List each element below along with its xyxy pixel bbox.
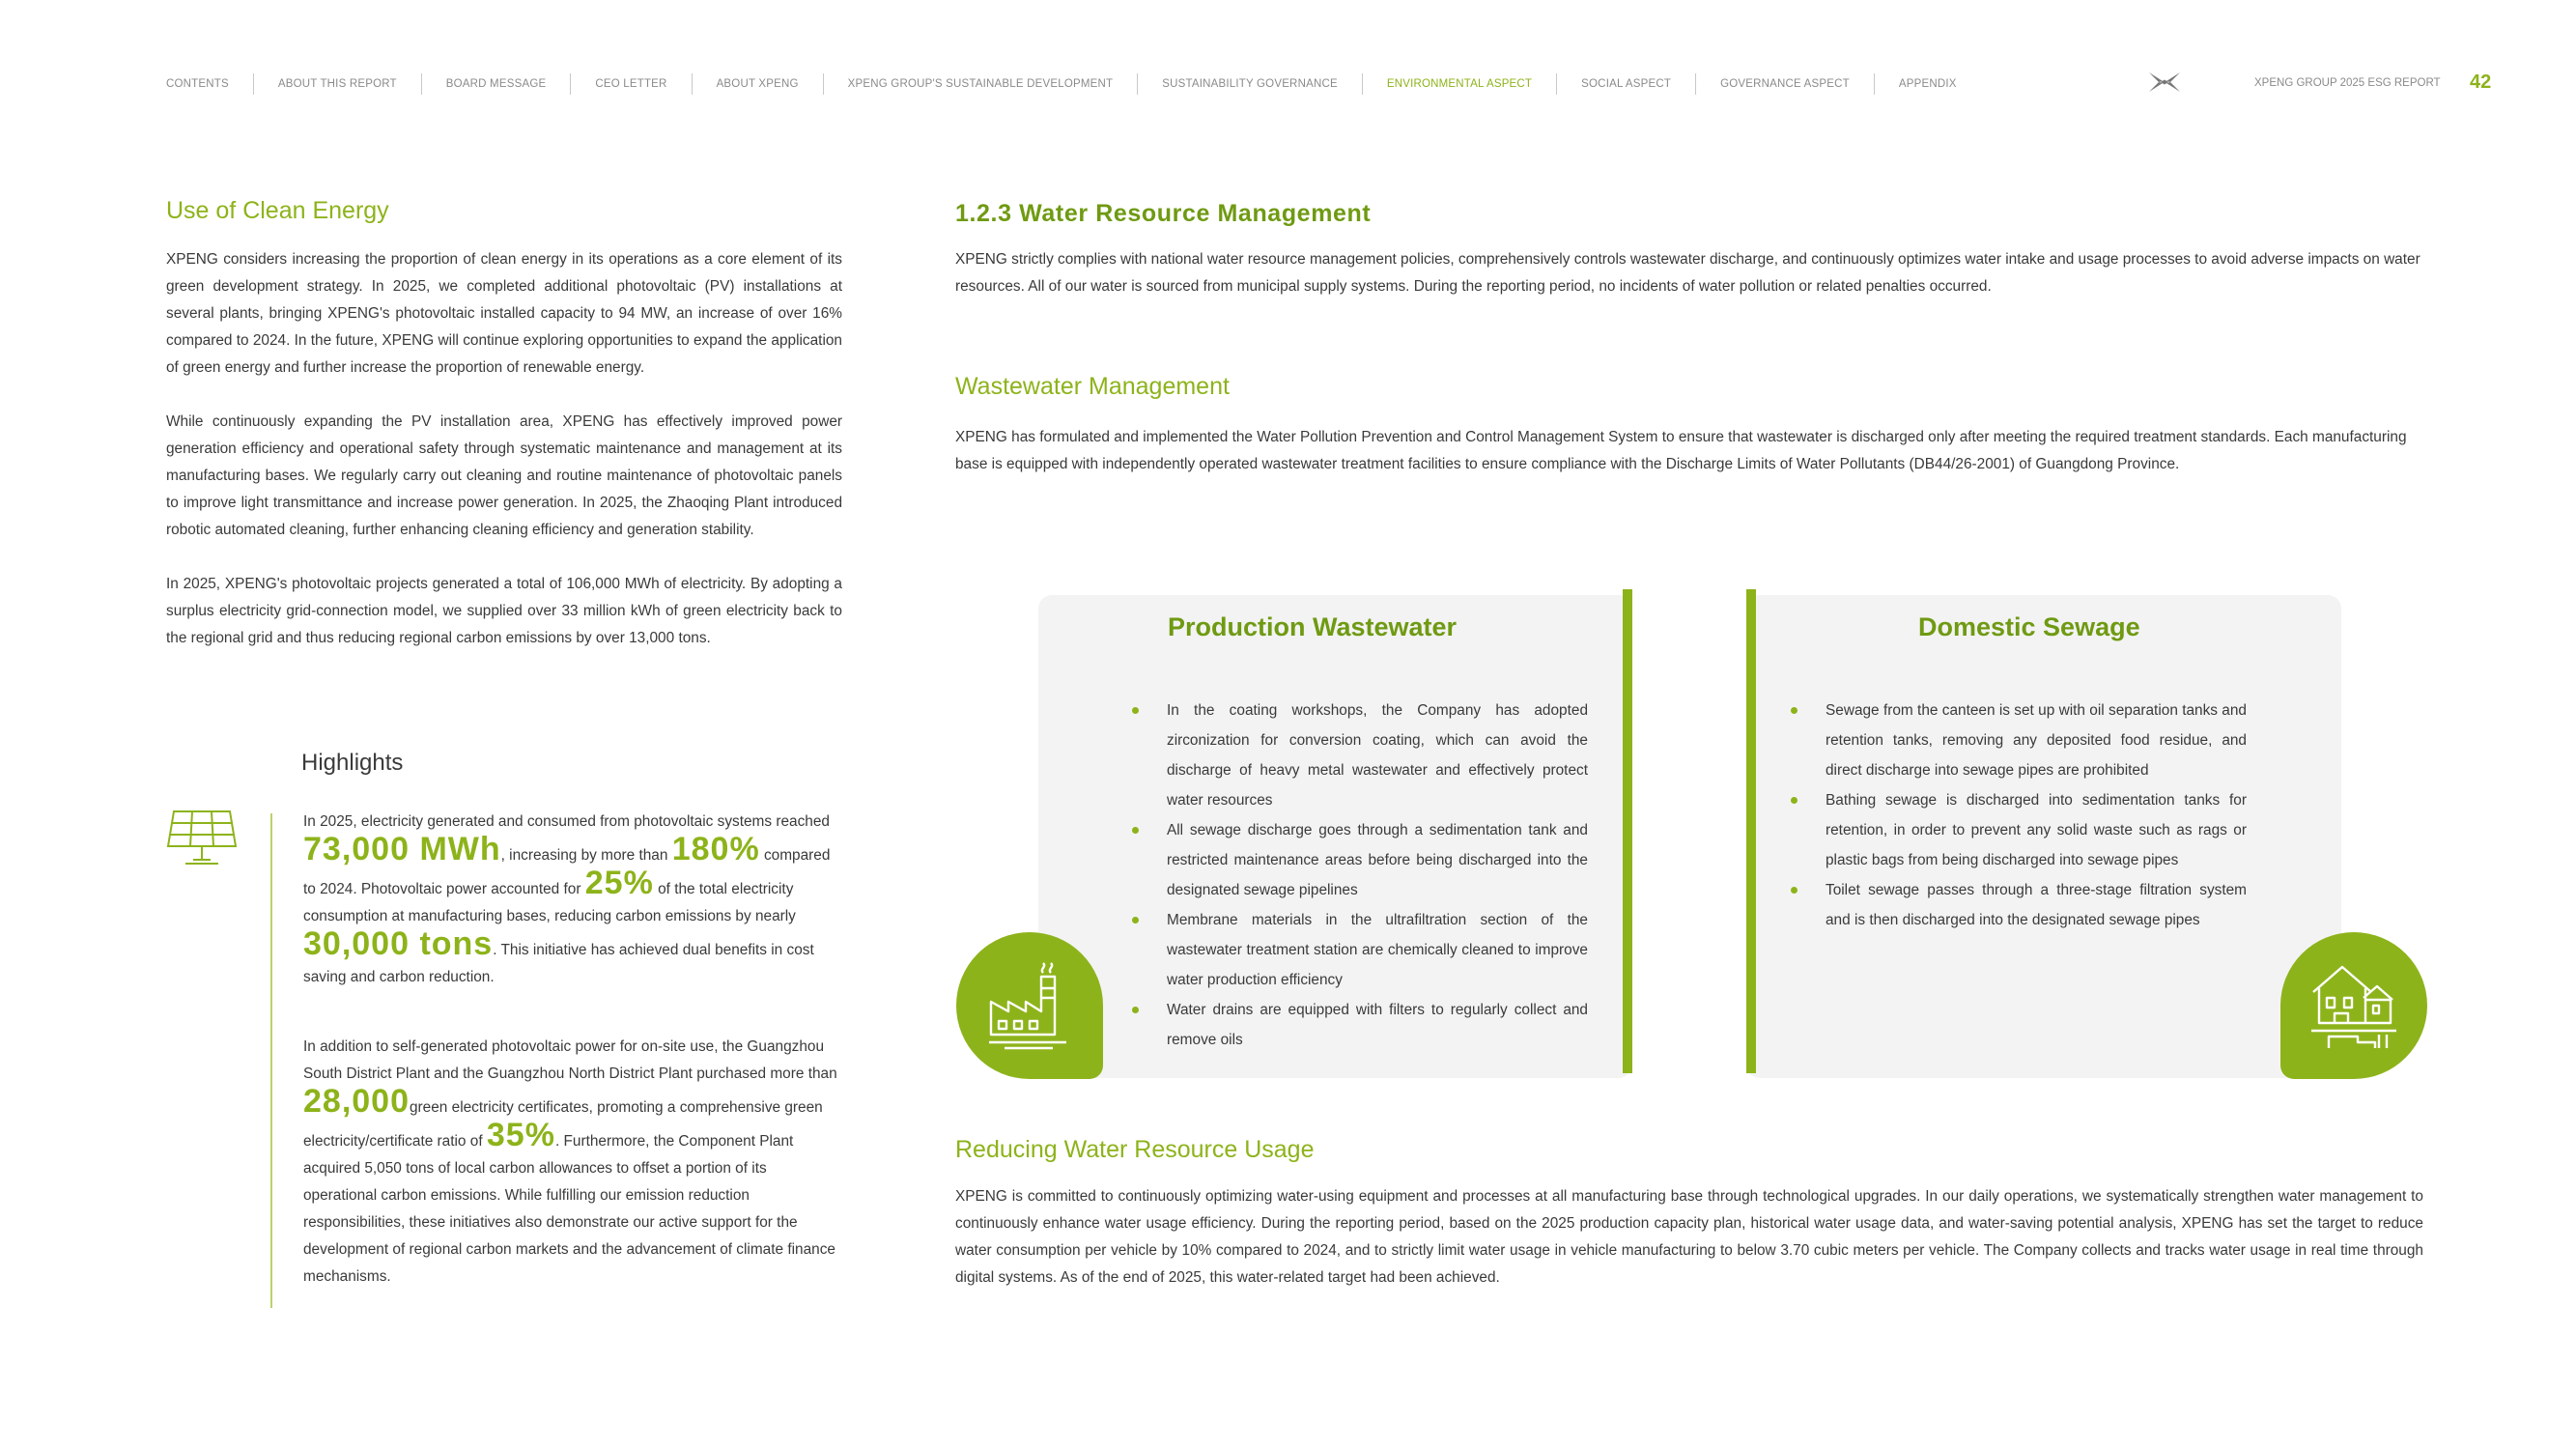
nav-divider [823, 73, 824, 95]
list-item [1826, 875, 2247, 935]
highlight-text: In 2025, electricity generated and consumed from photovoltaic systems reached [303, 813, 830, 830]
highlight-value-mwh: 73,000 MWh [303, 831, 501, 867]
clean-energy-paragraph-1: XPENG considers increasing the proportion of clean energy in its operations as a core element of its green development strategy. In 2025, we completed additional photovoltaic (PV) installations at several plants, bringing XPENG's photovoltaic installed capacity to 94 MW, an increase of over 16% compared to 2024. In the future, XPENG will continue exploring opportunities to expand the application of green energy and further increase the proportion of renewable energy. [166, 251, 842, 376]
factory-icon [985, 959, 1074, 1052]
nav-divider [1556, 73, 1557, 95]
nav-divider [1695, 73, 1696, 95]
list-item-text: All sewage discharge goes through a sedimentation tank and restricted maintenance areas before being discharged into the designated sewage pipelines [1167, 822, 1588, 898]
list-item-text: Sewage from the canteen is set up with oil separation tanks and retention tanks, removing any deposited food residue, and direct discharge into sewage pipes are prohibited [1826, 702, 2247, 779]
domestic-sewage-title: Domestic Sewage [1918, 612, 2140, 641]
factory-icon-badge [956, 932, 1103, 1079]
highlight-value-tons: 30,000 tons [303, 925, 494, 962]
production-wastewater-title: Production Wastewater [1168, 612, 1458, 641]
reducing-water-usage-text: XPENG is committed to continuously optimizing water-using equipment and processes at all manufacturing base through technological upgrades. In our daily operations, we systematically strengthen water management to continuously enhance water usage efficiency. During the reporting period, based on the 2025 production capacity plan, historical water usage data, and water-saving potential analysis, XPENG has set the target to reduce water consumption per vehicle by 10% compared to 2024, and to strictly limit water usage in vehicle manufacturing to below 3.70 cubic meters per vehicle. The Company collects and tracks water usage in real time through digital systems. As of the end of 2025, this water-related target had been achieved. [955, 1188, 2423, 1286]
water-management-section-title: 1.2.3 Water Resource Management [955, 200, 1372, 227]
nav-divider [253, 73, 254, 95]
highlight-text: . Furthermore, the Component Plant acquired 5,050 tons of local carbon allowances to offset a portion of its operational carbon emissions. While fulfilling our emission reduction responsibilities, these initiatives also demonstrate our active support for the development of regional carbon markets and the advancement of climate finance mechanisms. [303, 1133, 835, 1285]
reducing-water-usage-heading: Reducing Water Resource Usage [955, 1136, 1315, 1163]
nav-divider [570, 73, 571, 95]
nav-appendix[interactable]: APPENDIX [1898, 78, 1957, 90]
house-icon [2309, 959, 2398, 1052]
clean-energy-heading: Use of Clean Energy [166, 197, 389, 224]
highlight-green-certificates [303, 1034, 844, 1291]
solar-panel-icon [164, 808, 240, 869]
domestic-sewage-list [1826, 696, 2247, 935]
highlight-value-certificates: 28,000 [303, 1083, 410, 1120]
list-item [1826, 696, 2247, 785]
highlights-title: Highlights [301, 750, 404, 776]
list-item [1167, 696, 1588, 815]
nav-divider [1137, 73, 1138, 95]
list-item [1167, 995, 1588, 1055]
list-item-text: Toilet sewage passes through a three-stage filtration system and is then discharged into the designated sewage pipes [1826, 882, 2247, 928]
list-item [1167, 905, 1588, 995]
domestic-card-accent-bar [1746, 589, 1756, 1073]
nav-about-xpeng[interactable]: ABOUT XPENG [716, 78, 799, 90]
bullet-dot [1132, 1007, 1139, 1013]
water-management-intro: XPENG strictly complies with national water resource management policies, comprehensively controls wastewater discharge, and continuously optimizes water intake and usage processes to avoid adverse impacts on water resources. All of our water is sourced from municipal supply systems. During the reporting period, no incidents of water pollution or related penalties occurred. [955, 251, 2420, 295]
list-item-text: Bathing sewage is discharged into sedimentation tanks for retention, in order to prevent any solid waste such as rags or plastic bags from being discharged into sewage pipes [1826, 792, 2247, 868]
clean-energy-text [166, 246, 842, 652]
bullet-dot [1132, 827, 1139, 834]
list-item [1167, 815, 1588, 905]
highlight-text: , increasing by more than [500, 847, 672, 864]
nav-sustainability-governance[interactable]: SUSTAINABILITY GOVERNANCE [1162, 78, 1338, 90]
nav-divider [1362, 73, 1363, 95]
highlight-value-share: 25% [584, 865, 654, 901]
wastewater-management-heading: Wastewater Management [955, 373, 1230, 400]
report-name: XPENG GROUP 2025 ESG REPORT [2254, 77, 2441, 89]
highlight-value-increase: 180% [671, 831, 760, 867]
bullet-dot [1791, 797, 1798, 804]
nav-governance-aspect[interactable]: GOVERNANCE ASPECT [1720, 78, 1850, 90]
clean-energy-paragraph-3: In 2025, XPENG's photovoltaic projects generated a total of 106,000 MWh of electricity. By adopting a surplus electricity grid-connection model, we supplied over 33 million kWh of green electricity back to the regional grid and thus reducing regional carbon emissions by over 13,000 tons. [166, 576, 842, 646]
list-item-text: Membrane materials in the ultrafiltration section of the wastewater treatment station are chemically cleaned to improve water production efficiency [1167, 912, 1588, 988]
nav-contents[interactable]: CONTENTS [166, 78, 229, 90]
highlight-text: of the total electricity consumption at manufacturing bases, reducing carbon emissions by nearly [303, 881, 796, 924]
highlights-divider-line [270, 813, 272, 1308]
nav-sustainable-development[interactable]: XPENG GROUP'S SUSTAINABLE DEVELOPMENT [847, 78, 1114, 90]
xpeng-logo-icon [2148, 71, 2181, 94]
production-card-accent-bar [1623, 589, 1632, 1073]
nav-board-message[interactable]: BOARD MESSAGE [445, 78, 547, 90]
bullet-dot [1791, 707, 1798, 714]
clean-energy-paragraph-2: While continuously expanding the PV installation area, XPENG has effectively improved power generation efficiency and operational safety through systematic maintenance and management at its manufacturing bases. We regularly carry out cleaning and routine maintenance of photovoltaic panels to improve light transmittance and increase power generation. In 2025, the Zhaoqing Plant introduced robotic automated cleaning, further enhancing cleaning efficiency and generation stability. [166, 413, 842, 538]
house-icon-badge [2280, 932, 2427, 1079]
page-number: 42 [2470, 71, 2492, 93]
list-item-text: Water drains are equipped with filters to regularly collect and remove oils [1167, 1002, 1588, 1048]
highlight-text: green electricity certificates, promoting a comprehensive green electricity/certificate ratio of [303, 1099, 823, 1150]
top-navigation [166, 73, 1957, 95]
list-item-text: In the coating workshops, the Company has adopted zirconization for conversion coating, which can avoid the discharge of heavy metal wastewater and effectively protect water resources [1167, 702, 1588, 809]
nav-social-aspect[interactable]: SOCIAL ASPECT [1581, 78, 1672, 90]
highlight-text: compared to 2024. Photovoltaic power accounted for [303, 847, 831, 897]
nav-ceo-letter[interactable]: CEO LETTER [595, 78, 667, 90]
production-wastewater-list [1167, 696, 1588, 1055]
nav-environmental-aspect[interactable]: ENVIRONMENTAL ASPECT [1386, 78, 1533, 90]
nav-divider [421, 73, 422, 95]
nav-divider [1874, 73, 1875, 95]
highlight-value-ratio: 35% [486, 1117, 555, 1153]
nav-divider [692, 73, 693, 95]
highlight-text: In addition to self-generated photovoltaic power for on-site use, the Guangzhou South District Plant and the Guangzhou North District Plant purchased more than [303, 1038, 837, 1082]
bullet-dot [1132, 707, 1139, 714]
highlight-text: . This initiative has achieved dual benefits in cost saving and carbon reduction. [303, 942, 814, 985]
nav-about-this-report[interactable]: ABOUT THIS REPORT [277, 78, 397, 90]
wastewater-management-text: XPENG has formulated and implemented the Water Pollution Prevention and Control Management System to ensure that wastewater is discharged only after meeting the required treatment standards. Each manufacturing base is equipped with independently operated wastewater treatment facilities to ensure compliance with the Discharge Limits of Water Pollutants (DB44/26-2001) of Guangdong Province. [955, 429, 2407, 472]
list-item [1826, 785, 2247, 875]
bullet-dot [1791, 887, 1798, 894]
bullet-dot [1132, 917, 1139, 923]
highlight-pv-generation [303, 809, 844, 991]
